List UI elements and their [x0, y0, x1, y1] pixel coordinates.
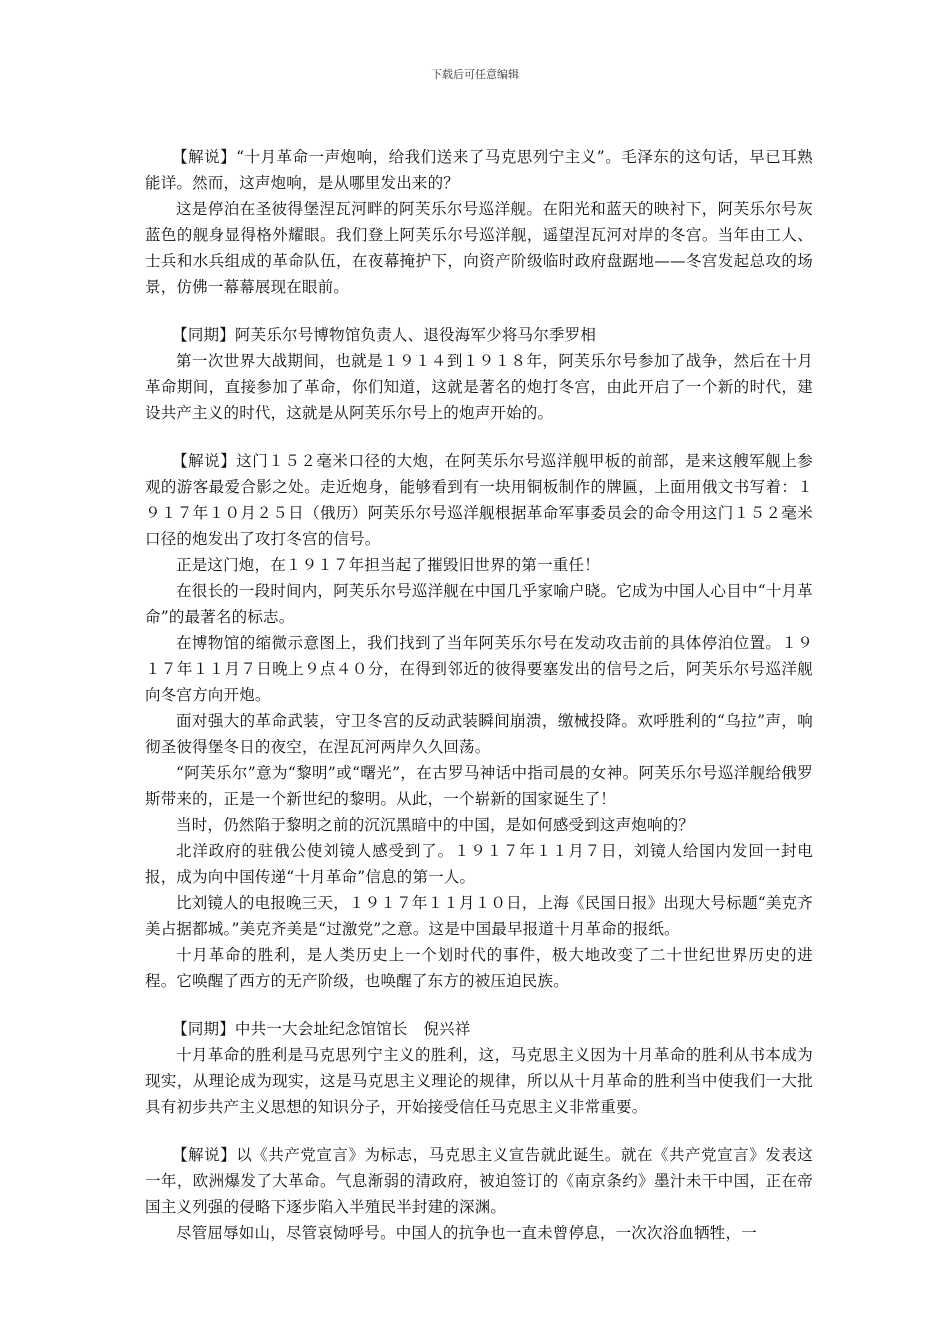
paragraph: 【同期】阿芙乐尔号博物馆负责人、退役海军少将马尔季罗相 — [172, 326, 597, 344]
paragraph: 【解说】以《共产党宣言》为标志，马克思主义宣告就此诞生。就在《共产党宣言》发表这一年，欧洲爆发了大革命。气息渐弱的清政府，被迫签订的《南京条约》墨汁未干中国，正在帝国主义列强的侵略下逐步陷入半殖民半封建的深渊。 — [145, 1146, 813, 1216]
paragraph: 北洋政府的驻俄公使刘镜人感受到了。１９１７年１１月７日，刘镜人给国内发回一封电报，成为向中国传递“十月革命”信息的第一人。 — [145, 842, 813, 886]
paragraph: 尽管屈辱如山，尽管哀恸呼号。中国人的抗争也一直未曾停息，一次次浴血牺牲，一 — [176, 1224, 757, 1242]
paragraph: 面对强大的革命武装，守卫冬宫的反动武装瞬间崩溃，缴械投降。欢呼胜利的“乌拉”声，响彻圣彼得堡冬日的夜空，在涅瓦河两岸久久回荡。 — [145, 712, 813, 756]
paragraph: 比刘镜人的电报晚三天，１９１７年１１月１０日，上海《民国日报》出现大号标题“美克齐美占据都城。”美克齐美是“过激党”之意。这是中国最早报道十月革命的报纸。 — [145, 894, 813, 938]
paragraph: “阿芙乐尔”意为“黎明”或“曙光”，在古罗马神话中指司晨的女神。阿芙乐尔号巡洋舰给俄罗斯带来的，正是一个新世纪的黎明。从此，一个崭新的国家诞生了！ — [145, 764, 813, 808]
paragraph: 十月革命的胜利是马克思列宁主义的胜利，这，马克思主义因为十月革命的胜利从书本成为现实，从理论成为现实，这是马克思主义理论的规律，所以从十月革命的胜利当中使我们一大批具有初步共产主义思想的知识分子，开始接受信任马克思主义非常重要。 — [145, 1046, 813, 1116]
paragraph: 【同期】中共一大会址纪念馆馆长 倪兴祥 — [172, 1020, 471, 1038]
paragraph: 第一次世界大战期间，也就是１９１４到１９１８年，阿芙乐尔号参加了战争，然后在十月革命期间，直接参加了革命，你们知道，这就是著名的炮打冬宫，由此开启了一个新的时代，建设共产主义的时代，这就是从阿芙乐尔号上的炮声开始的。 — [145, 352, 813, 422]
paragraph: 十月革命的胜利，是人类历史上一个划时代的事件，极大地改变了二十世纪世界历史的进程。它唤醒了西方的无产阶级，也唤醒了东方的被压迫民族。 — [145, 946, 813, 990]
section-narration-3 — [145, 1142, 813, 1246]
paragraph: 【解说】这门１５２毫米口径的大炮，在阿芙乐尔号巡洋舰甲板的前部，是来这艘军舰上参观的游客最爱合影之处。走近炮身，能够看到有一块用铜板制作的牌匾，上面用俄文书写着：１９１７年１０月２５日（俄历）阿芙乐尔号巡洋舰根据革命军事委员会的命令用这门１５２毫米口径的炮发出了攻打冬宫的信号。 — [145, 452, 813, 548]
section-interview-1 — [145, 322, 813, 426]
paragraph: 这是停泊在圣彼得堡涅瓦河畔的阿芙乐尔号巡洋舰。在阳光和蓝天的映衬下，阿芙乐尔号灰蓝色的舰身显得格外耀眼。我们登上阿芙乐尔号巡洋舰，遥望涅瓦河对岸的冬宫。当年由工人、士兵和水兵组成的革命队伍，在夜幕掩护下，向资产阶级临时政府盘踞地——冬宫发起总攻的场景，仿佛一幕幕展现在眼前。 — [145, 200, 813, 296]
paragraph: 在很长的一段时间内，阿芙乐尔号巡洋舰在中国几乎家喻户晓。它成为中国人心目中“十月革命”的最著名的标志。 — [145, 582, 813, 626]
section-interview-2 — [145, 1016, 813, 1120]
paragraph: 在博物馆的缩微示意图上，我们找到了当年阿芙乐尔号在发动攻击前的具体停泊位置。１９１７年１１月７日晚上９点４０分，在得到邻近的彼得要塞发出的信号之后，阿芙乐尔号巡洋舰向冬宫方向开炮。 — [145, 634, 813, 704]
section-narration-1 — [145, 144, 813, 300]
page-header: 下载后可任意编辑 — [431, 68, 519, 81]
section-narration-2 — [145, 448, 813, 994]
paragraph: 正是这门炮，在１９１７年担当起了摧毁旧世界的第一重任！ — [176, 556, 600, 574]
paragraph: 当时，仍然陷于黎明之前的沉沉黑暗中的中国，是如何感受到这声炮响的？ — [176, 816, 695, 834]
document-body — [145, 144, 813, 1268]
paragraph: 【解说】“十月革命一声炮响，给我们送来了马克思列宁主义”。毛泽东的这句话，早已耳熟能详。然而，这声炮响，是从哪里发出来的？ — [145, 148, 813, 192]
